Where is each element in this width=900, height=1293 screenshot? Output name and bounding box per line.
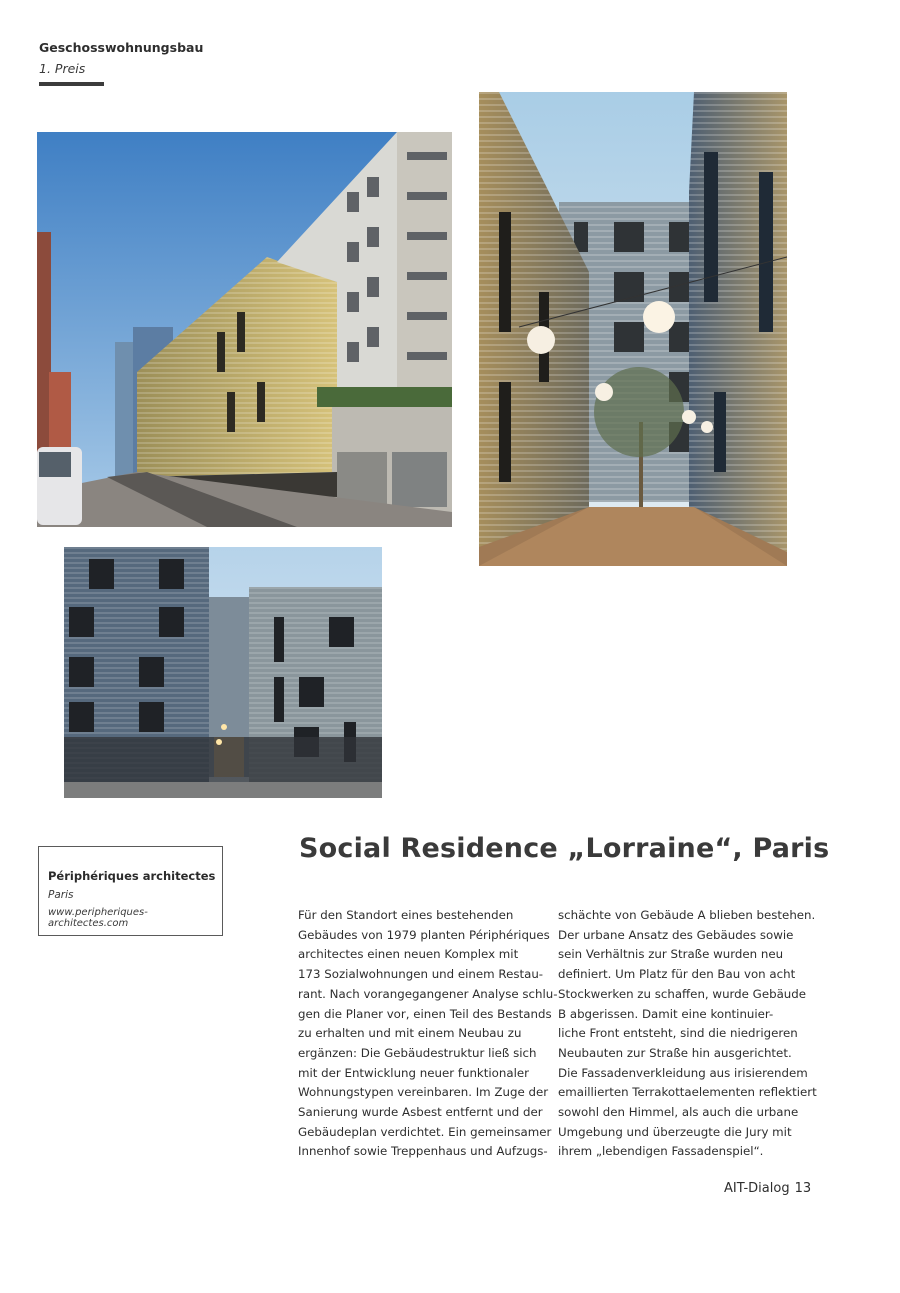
body-line: mit der Entwicklung neuer funktionaler: [298, 1065, 529, 1080]
architect-website-link[interactable]: www.peripheriques-architectes.com: [48, 907, 148, 929]
body-line: emaillierten Terrakottaelementen reflektiert: [558, 1085, 817, 1100]
body-line: Innenhof sowie Treppenhaus und Aufzugs-: [298, 1144, 548, 1159]
body-line: 173 Sozialwohnungen und einem Restau-: [298, 967, 544, 982]
magazine-name: AIT-Dialog: [724, 1181, 790, 1196]
architect-name: Périphériques architectes: [48, 869, 216, 883]
photo-dusk-facade: [64, 547, 382, 798]
award-label: 1. Preis: [39, 61, 86, 76]
architect-info-box: [38, 846, 223, 936]
body-line: Sanierung wurde Asbest entfernt und der: [298, 1105, 543, 1120]
body-line: ihrem „lebendigen Fassadenspiel“.: [558, 1144, 764, 1159]
body-line: Wohnungstypen vereinbaren. Im Zuge der: [298, 1085, 549, 1100]
body-line: definiert. Um Platz für den Bau von acht: [558, 967, 796, 982]
body-line: ergänzen: Die Gebäudestruktur ließ sich: [298, 1045, 537, 1060]
body-line: Der urbane Ansatz des Gebäudes sowie: [558, 927, 794, 942]
body-line: Stockwerken zu schaffen, wurde Gebäude: [558, 986, 807, 1001]
body-line: Für den Standort eines bestehenden: [298, 908, 514, 922]
body-line: schächte von Gebäude A blieben bestehen.: [558, 908, 816, 922]
photo-courtyard: [479, 92, 787, 566]
page-footer: [724, 1181, 811, 1196]
architect-city: Paris: [48, 889, 74, 901]
body-line: sowohl den Himmel, als auch die urbane: [558, 1105, 799, 1120]
body-line: sein Verhältnis zur Straße wurden neu: [558, 947, 784, 962]
body-line: Umgebung und überzeugte die Jury mit: [558, 1124, 792, 1139]
body-line: B abgerissen. Damit eine kontinuier-: [558, 1006, 774, 1021]
body-line: zu erhalten und mit einem Neubau zu: [298, 1026, 522, 1041]
body-line: liche Front entsteht, sind die niedrigeren: [558, 1026, 798, 1041]
body-column-right: [558, 906, 817, 1162]
section-category: Geschosswohnungsbau: [39, 40, 204, 55]
page-number: 13: [794, 1181, 812, 1196]
photo-street-view: [37, 132, 452, 527]
body-line: Neubauten zur Straße hin ausgerichtet.: [558, 1045, 792, 1060]
header-rule: [39, 82, 104, 86]
article-title: Social Residence „Lorraine“, Paris: [299, 833, 830, 864]
body-line: Gebäudes von 1979 planten Périphériques: [298, 927, 550, 942]
body-column-left: [298, 906, 558, 1162]
body-line: architectes einen neuen Komplex mit: [298, 947, 519, 962]
body-line: Gebäudeplan verdichtet. Ein gemeinsamer: [298, 1124, 552, 1139]
body-line: Die Fassadenverkleidung aus irisierendem: [558, 1065, 808, 1080]
body-line: gen die Planer vor, einen Teil des Bestands: [298, 1006, 552, 1021]
body-line: rant. Nach vorangegangener Analyse schlu-: [298, 986, 558, 1001]
